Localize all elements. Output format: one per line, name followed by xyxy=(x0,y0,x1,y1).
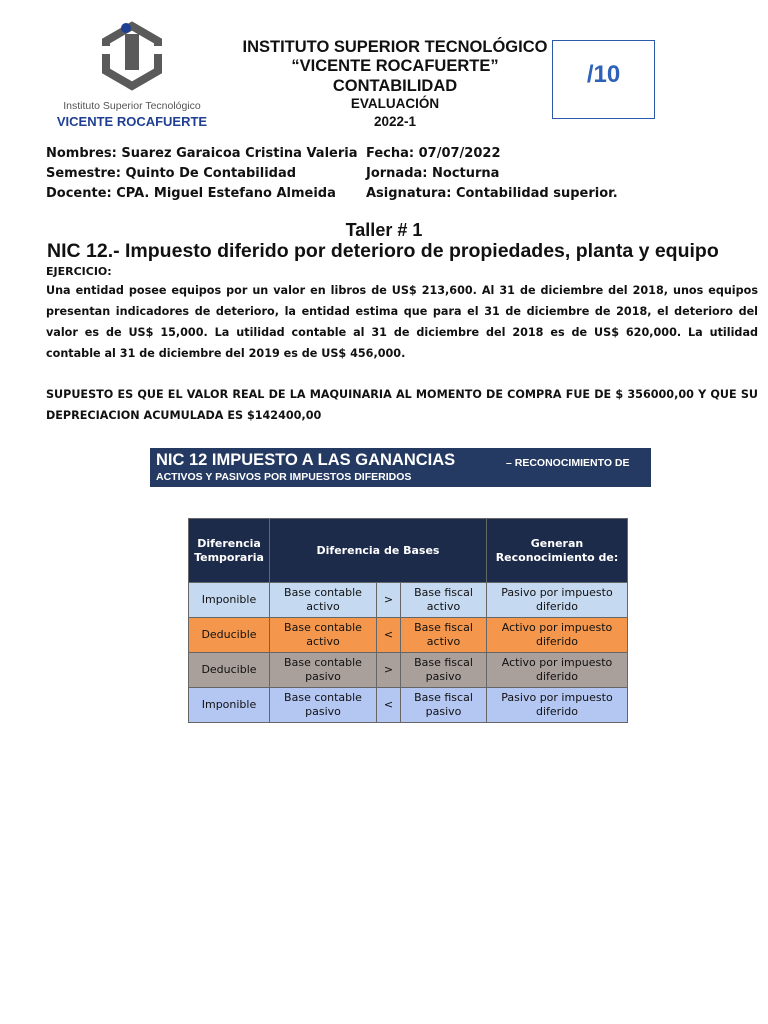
banner-title: NIC 12 IMPUESTO A LAS GANANCIAS xyxy=(156,451,456,469)
course-field: Asignatura: Contabilidad superior. xyxy=(366,186,618,201)
teacher-name: Docente: CPA. Miguel Estefano Almeida xyxy=(46,186,336,201)
header-name: “VICENTE ROCAFUERTE” xyxy=(291,57,499,75)
date-field: Fecha: 07/07/2022 xyxy=(366,146,501,161)
differences-table xyxy=(188,518,628,723)
exercise-paragraph: Una entidad posee equipos por un valor en libros de US$ 213,600. Al 31 de diciembre del 2018, unos equipos presentan indicadores de deterioro, la entidad estima que para el 31 de diciembre de 2018, el deterioro del valor es de US$ 15,000. La utilidad contable al 31 de diciembre del 2018 es de US$ 620,000. La utilidad contable al 31 de diciembre del 2019 es de US$ 456,000. xyxy=(46,284,758,360)
table-row xyxy=(189,688,628,723)
table-cell: < xyxy=(377,618,401,653)
table-cell: Imponible xyxy=(189,688,270,723)
score-box xyxy=(552,40,655,119)
table-row xyxy=(189,653,628,688)
table-cell: < xyxy=(377,688,401,723)
logo-mark-icon xyxy=(96,20,168,92)
table-cell: Pasivo por impuesto diferido xyxy=(487,583,628,618)
header-institute: INSTITUTO SUPERIOR TECNOLÓGICO xyxy=(242,38,548,56)
table-cell: Base fiscal pasivo xyxy=(401,688,487,723)
table-header-row xyxy=(189,519,628,583)
table-header: Diferencia de Bases xyxy=(270,519,487,583)
nic-title: NIC 12.- Impuesto diferido por deterioro de propiedades, planta y equipo xyxy=(47,240,719,262)
header-period: 2022-1 xyxy=(373,114,417,129)
workshop-title: Taller # 1 xyxy=(345,220,423,240)
table-cell: Activo por impuesto diferido xyxy=(487,618,628,653)
table-cell: Imponible xyxy=(189,583,270,618)
banner-subtitle-2: ACTIVOS Y PASIVOS POR IMPUESTOS DIFERIDOS xyxy=(156,471,412,483)
score-value: /10 xyxy=(586,61,621,88)
logo-subtitle: Instituto Superior Tecnológico xyxy=(63,100,201,112)
header-subject: CONTABILIDAD xyxy=(332,77,458,95)
table-header: Diferencia Temporaria xyxy=(189,519,270,583)
table-row xyxy=(189,583,628,618)
banner-subtitle-1: – RECONOCIMIENTO DE xyxy=(506,457,630,469)
table-cell: Base contable activo xyxy=(270,583,377,618)
table-cell: > xyxy=(377,653,401,688)
table-cell: Base fiscal activo xyxy=(401,618,487,653)
table-cell: Deducible xyxy=(189,653,270,688)
logo-name: VICENTE ROCAFUERTE xyxy=(56,114,208,129)
table-cell: Base contable pasivo xyxy=(270,653,377,688)
student-name: Nombres: Suarez Garaicoa Cristina Valeria xyxy=(46,146,358,161)
exercise-label: EJERCICIO: xyxy=(46,265,112,278)
table-cell: Activo por impuesto diferido xyxy=(487,653,628,688)
student-semester: Semestre: Quinto De Contabilidad xyxy=(46,166,297,181)
assumption-paragraph: SUPUESTO ES QUE EL VALOR REAL DE LA MAQUINARIA AL MOMENTO DE COMPRA FUE DE $ 356000,00 Y QUE SU DEPRECIACION ACUMULADA ES $142400,00 xyxy=(46,388,758,422)
nic12-banner xyxy=(150,448,651,487)
table-cell: Base contable pasivo xyxy=(270,688,377,723)
table-cell: Base fiscal activo xyxy=(401,583,487,618)
table-row xyxy=(189,618,628,653)
header-evaluation: EVALUACIÓN xyxy=(350,96,440,111)
table-cell: Base fiscal pasivo xyxy=(401,653,487,688)
shift-field: Jornada: Nocturna xyxy=(366,166,500,181)
table-cell: Pasivo por impuesto diferido xyxy=(487,688,628,723)
institute-logo xyxy=(52,20,212,130)
table-header: Generan Reconocimiento de: xyxy=(487,519,628,583)
table-cell: Deducible xyxy=(189,618,270,653)
table-cell: Base contable activo xyxy=(270,618,377,653)
table-cell: > xyxy=(377,583,401,618)
